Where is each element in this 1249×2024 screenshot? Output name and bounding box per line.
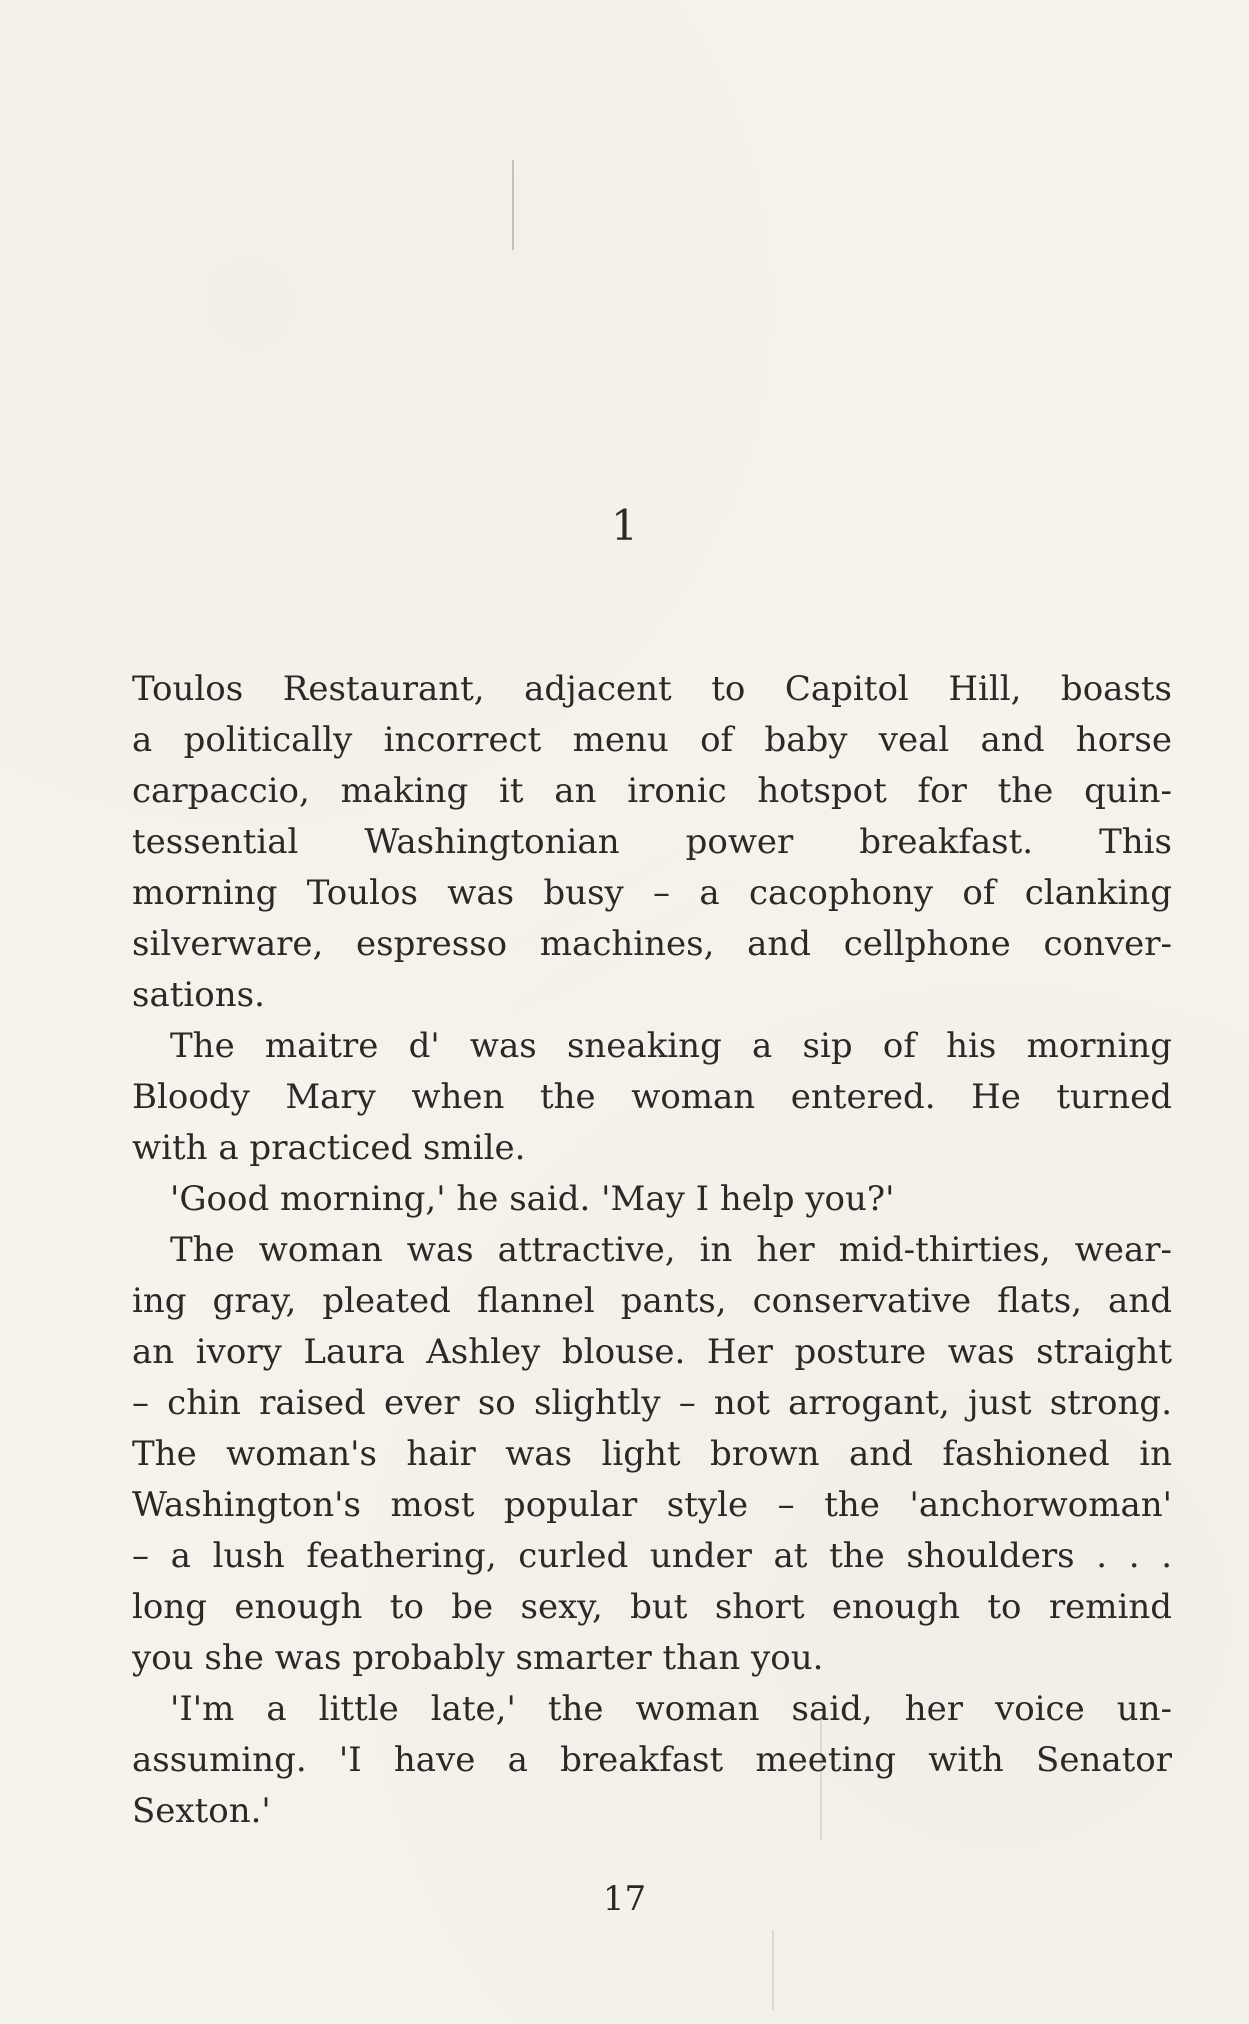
scan-artifact bbox=[512, 160, 514, 250]
text-line: long enough to be sexy, but short enough to remind bbox=[132, 1587, 1172, 1627]
text-line: you she was probably smarter than you. bbox=[132, 1638, 824, 1678]
text-line: assuming. 'I have a breakfast meeting with Senator bbox=[132, 1740, 1172, 1780]
text-line: Toulos Restaurant, adjacent to Capitol Hill, boasts bbox=[132, 669, 1172, 709]
text-line: with a practiced smile. bbox=[132, 1128, 526, 1168]
text-line: – a lush feathering, curled under at the shoulders . . . bbox=[132, 1536, 1172, 1576]
page-number: 17 bbox=[602, 1879, 647, 1919]
text-line: silverware, espresso machines, and cellphone conver- bbox=[132, 924, 1172, 964]
text-line: a politically incorrect menu of baby veal and horse bbox=[132, 720, 1172, 760]
text-line: 'Good morning,' he said. 'May I help you?' bbox=[170, 1179, 895, 1219]
text-line: tessential Washingtonian power breakfast. This bbox=[132, 822, 1172, 862]
text-line: The maitre d' was sneaking a sip of his morning bbox=[170, 1026, 1172, 1066]
scan-artifact bbox=[820, 1720, 822, 1840]
text-line: Washington's most popular style – the 'anchorwoman' bbox=[132, 1485, 1172, 1525]
text-line: Bloody Mary when the woman entered. He turned bbox=[132, 1077, 1172, 1117]
text-line: 'I'm a little late,' the woman said, her voice un- bbox=[170, 1689, 1172, 1729]
text-line: carpaccio, making it an ironic hotspot for the quin- bbox=[132, 771, 1172, 811]
chapter-number: 1 bbox=[611, 501, 638, 550]
paragraph bbox=[132, 1684, 1172, 1837]
text-line: morning Toulos was busy – a cacophony of clanking bbox=[132, 873, 1172, 913]
text-line: Sexton.' bbox=[132, 1791, 271, 1831]
body-text bbox=[132, 664, 1172, 1837]
text-line: The woman was attractive, in her mid-thirties, wear- bbox=[170, 1230, 1172, 1270]
text-line: – chin raised ever so slightly – not arrogant, just strong. bbox=[132, 1383, 1172, 1423]
text-line: The woman's hair was light brown and fashioned in bbox=[132, 1434, 1172, 1474]
paragraph bbox=[132, 664, 1172, 1021]
paragraph bbox=[132, 1225, 1172, 1684]
paragraph bbox=[132, 1021, 1172, 1174]
text-line: an ivory Laura Ashley blouse. Her posture was straight bbox=[132, 1332, 1172, 1372]
paragraph bbox=[132, 1174, 1172, 1225]
text-line: sations. bbox=[132, 975, 265, 1015]
text-line: ing gray, pleated flannel pants, conservative flats, and bbox=[132, 1281, 1172, 1321]
scan-artifact bbox=[772, 1930, 774, 2010]
